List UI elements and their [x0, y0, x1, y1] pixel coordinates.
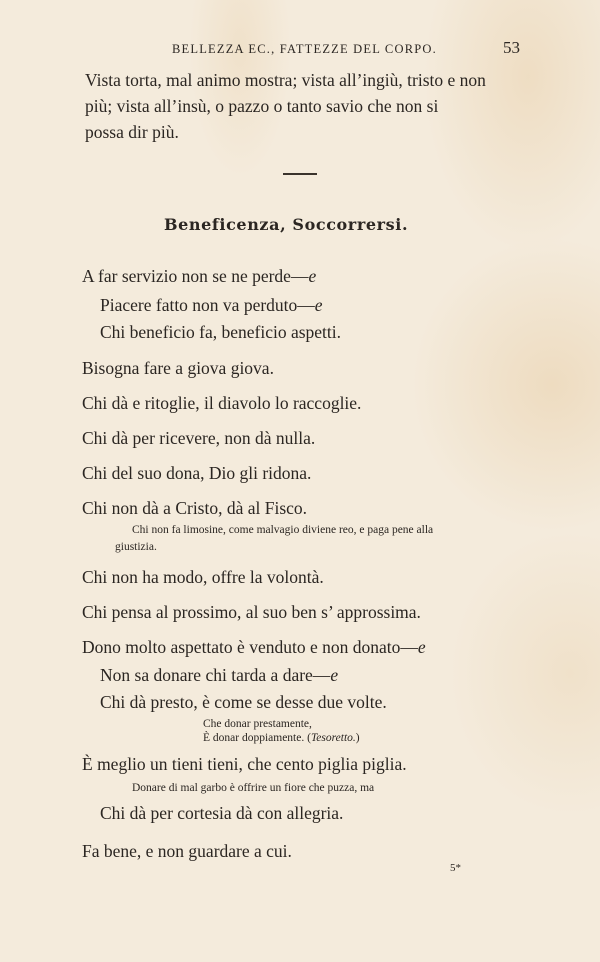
proverb-line: [100, 294, 323, 316]
footnote-line: giustizia.: [115, 541, 157, 553]
proverb-variant-marker: e: [330, 665, 339, 685]
signature-mark: 5*: [450, 862, 461, 874]
quote-text: È donar doppiamente.: [203, 732, 305, 744]
proverb-line: [100, 664, 338, 686]
source-title: Tesoretto.: [310, 732, 356, 744]
proverb-line: Chi dà per cortesia dà con allegria.: [100, 803, 344, 823]
proverb-text: A far servizio non se ne perde—: [82, 266, 309, 286]
proverb-text: Non sa donare chi tarda a dare—: [100, 665, 331, 685]
proverb-variant-marker: e: [417, 637, 426, 657]
footnote-line: [203, 731, 360, 745]
proverb-line: Chi dà e ritoglie, il diavolo lo raccoglie.: [82, 393, 362, 413]
proverb-text: Dono molto aspettato è venduto e non donato—: [82, 637, 418, 657]
proverb-line: [82, 636, 426, 658]
proverb-variant-marker: e: [314, 295, 323, 315]
intro-line: possa dir più.: [85, 122, 179, 142]
proverb-line: [82, 265, 316, 287]
footnote-line: Chi non fa limosine, come malvagio diviene reo, e paga pene alla: [132, 524, 434, 536]
page-number: 53: [503, 38, 520, 57]
proverb-text: Piacere fatto non va perduto—: [100, 295, 315, 315]
proverb-line: Chi dà presto, è come se desse due volte.: [100, 692, 387, 712]
section-title: Beneficenza, Soccorrersi.: [164, 215, 409, 234]
proverb-line: Chi non ha modo, offre la volontà.: [82, 567, 324, 587]
footnote-line: Donare di mal garbo è offrire un fiore che puzza, ma: [132, 782, 375, 794]
proverb-line: Chi non dà a Cristo, dà al Fisco.: [82, 498, 308, 518]
running-head: BELLEZZA EC., FATTEZZE DEL CORPO.: [172, 42, 437, 56]
intro-line: più; vista all’insù, o pazzo o tanto savio che non si: [85, 96, 439, 116]
proverb-line: Chi del suo dona, Dio gli ridona.: [82, 463, 312, 483]
proverb-line: Chi pensa al prossimo, al suo ben s’ approssima.: [82, 602, 421, 622]
proverb-line: Chi beneficio fa, beneficio aspetti.: [100, 322, 342, 342]
source-open-paren: (: [307, 732, 311, 744]
proverb-line: Bisogna fare a giova giova.: [82, 358, 274, 378]
proverb-variant-marker: e: [308, 266, 317, 286]
footnote-line: Che donar prestamente,: [203, 718, 312, 730]
proverb-line: Fa bene, e non guardare a cui.: [82, 841, 292, 861]
section-divider: [283, 173, 317, 175]
source-close-paren: ): [355, 732, 360, 744]
proverb-line: È meglio un tieni tieni, che cento piglia piglia.: [82, 754, 407, 774]
intro-line: Vista torta, mal animo mostra; vista all’ingiù, tristo e non: [85, 70, 486, 90]
proverb-line: Chi dà per ricevere, non dà nulla.: [82, 428, 316, 448]
